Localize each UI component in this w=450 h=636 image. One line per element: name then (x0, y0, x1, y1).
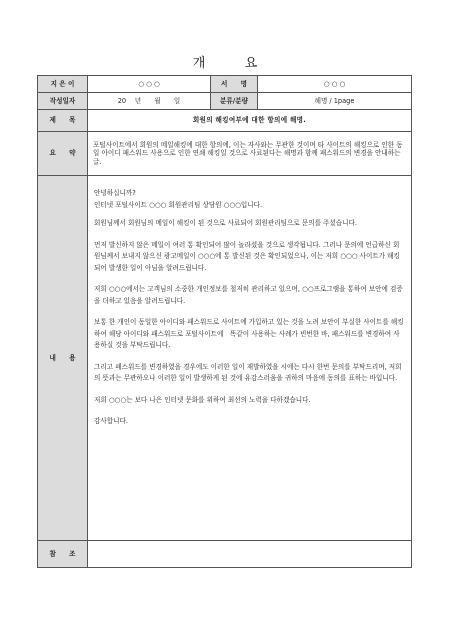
subject-row (38, 110, 412, 132)
category-value: 해명 / 1page (258, 93, 412, 110)
summary-label: 요 약 (38, 132, 88, 176)
greeting-line: 안녕하십니까? (94, 189, 136, 197)
content-paragraph-7: 저희 ○○○는 보다 나은 인터넷 문화를 위하여 최선의 노력을 다하겠습니다. (94, 395, 311, 404)
content-paragraph-5: 보통 한 개인이 동일한 아이디와 패스워드로 사이트에 가입하고 있는 것을 노려 보안이 부실한 사이트를 해킹 하여 해당 아이디와 패스워드로 포털사이트에 똑같이 사용하는 사례가 빈번한 바, 패스워드를 변경하여 사용하실 것을 부탁드립니다. (94, 318, 404, 350)
reference-row (38, 541, 412, 568)
reference-value (88, 541, 412, 568)
date-label: 작성일자 (38, 93, 88, 110)
signature-value: ○ ○ ○ (258, 76, 412, 93)
content-closing: 감사합니다. (94, 417, 128, 426)
intro-line: 인터넷 포털사이트 ○○○ 회원관리팀 상담원 ○○○입니다. (94, 200, 263, 209)
subject-value: 회원의 해킹여부에 대한 항의에 해명. (88, 110, 412, 132)
document-title (0, 52, 450, 71)
content-body (88, 176, 412, 541)
content-row (38, 176, 412, 541)
subject-label: 제 목 (38, 110, 88, 132)
author-label: 지 은 이 (38, 76, 88, 93)
date-row (38, 93, 412, 110)
category-label: 분류/분량 (211, 93, 258, 110)
overview-table (37, 75, 412, 568)
content-paragraph-4: 저희 ○○○에서는 고객님의 소중한 개인정보를 철저히 관리하고 있으며, ○○프로그램을 통하여 보안에 검증을 더하고 있음을 알려드립니다. (94, 285, 403, 305)
summary-value: 포털사이트에서 회원의 메일해킹에 대한 항의에, 이는 자사와는 무관한 것이며 타 사이트의 해킹으로 인한 동일 아이디 패스워드 사용으로 인한 연쇄 해킹일 것으로 사료된다는 해명과 함께 패스워드의 변경을 안내하는 글. (88, 132, 412, 176)
author-row (38, 76, 412, 93)
title-char-1: 개 (192, 56, 206, 71)
content-paragraph-2: 회원님께서 회원님의 메일이 해킹이 된 것으로 사료되어 회원관리팀으로 문의를 주셨습니다. (94, 219, 358, 228)
date-value: 20 년 월 일 (88, 93, 211, 110)
signature-label: 서 명 (211, 76, 258, 93)
content-paragraph-3: 먼저 발신하지 않은 메일이 여러 통 확인되어 많이 놀라셨을 것으로 생각됩니다. 그러나 문의에 언급하신 회원님께서 보내지 않으신 광고메일이 ○○○에 통 발신된 것은 확인되었으나, 이는 저희 ○○○ 사이트가 해킹 되어 발생한 일이 아님을 알려드립니다. (94, 240, 400, 272)
content-label: 내 용 (38, 176, 88, 541)
summary-row (38, 132, 412, 176)
author-value: ○ ○ ○ (88, 76, 211, 93)
content-greeting (94, 188, 405, 211)
title-char-2: 요 (244, 56, 258, 71)
reference-label: 참 조 (38, 541, 88, 568)
content-paragraph-6: 그리고 패스워드를 변경하였을 경우에도 이러한 일이 재발하였을 시에는 다시 한번 문의를 부탁드리며, 저희의 뜻과는 무관하오나 이러한 일이 발생하게 된 것에 유감스러움을 귀하의 마음에 동의를 표하는 바입니다. (94, 362, 402, 383)
